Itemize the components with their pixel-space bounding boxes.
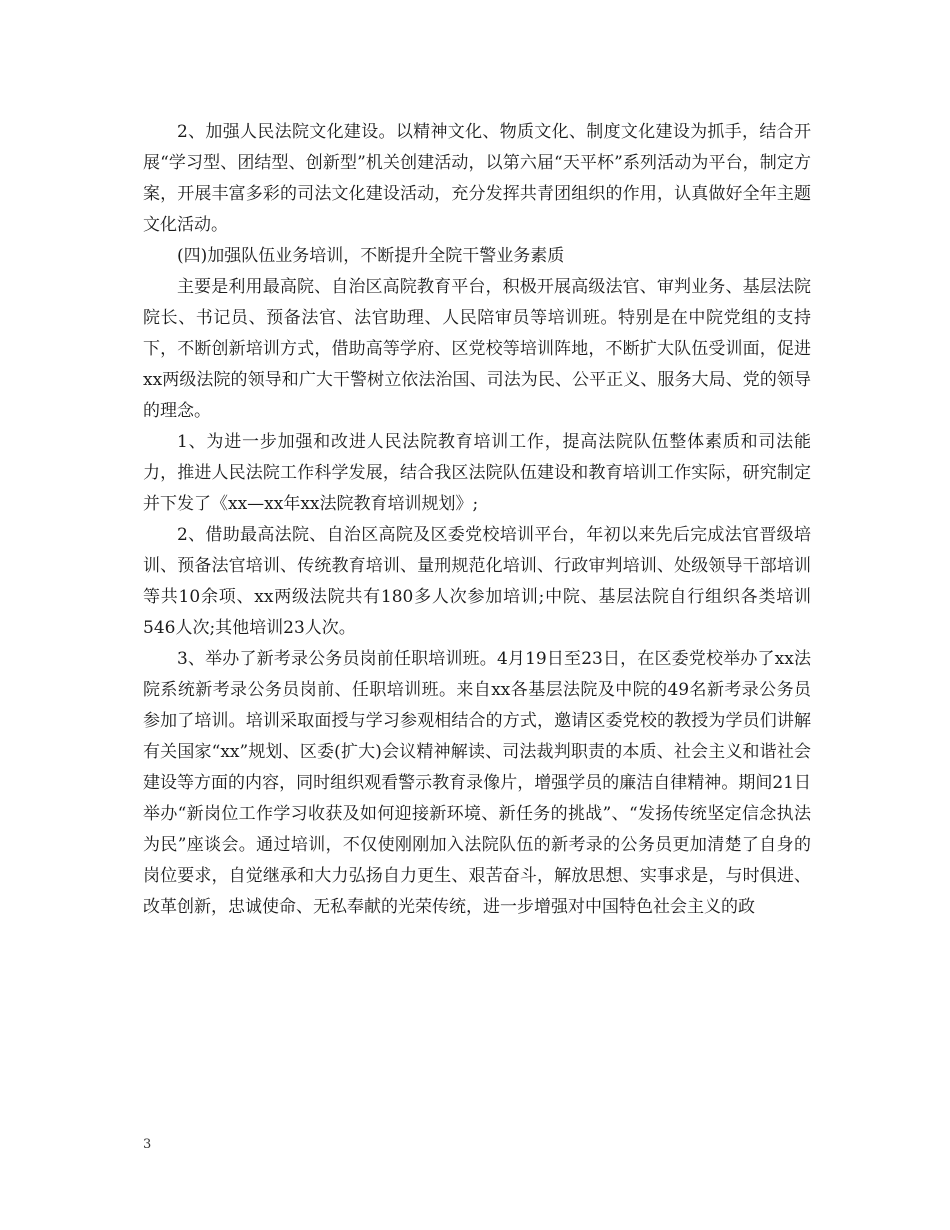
section-heading-training: (四)加强队伍业务培训，不断提升全院干警业务素质 — [177, 246, 565, 266]
page-number: 3 — [143, 1137, 152, 1152]
paragraph-culture-building: 2、加强人民法院文化建设。以精神文化、物质文化、制度文化建设为抓手，结合开展“学习型、团结型、创新型”机关创建活动，以第六届“天平杯”系列活动为平台，制定方案，开展丰富多彩的司法文化建设活动，充分发挥共青团组织的作用，认真做好全年主题文化活动。 — [143, 122, 811, 235]
paragraph-training-plan: 1、为进一步加强和改进人民法院教育培训工作，提高法院队伍整体素质和司法能力，推进人民法院工作科学发展，结合我区法院队伍建设和教育培训工作实际，研究制定并下发了《xx—xx年xx法院教育培训规划》; — [143, 432, 811, 514]
paragraph-training-overview: 主要是利用最高院、自治区高院教育平台，积极开展高级法官、审判业务、基层法院院长、书记员、预备法官、法官助理、人民陪审员等培训班。特别是在中院党组的支持下，不断创新培训方式，借助高等学府、区党校等培训阵地，不断扩大队伍受训面，促进xx两级法院的领导和广大干警树立依法治国、司法为民、公平正义、服务大局、党的领导的理念。 — [143, 277, 811, 421]
paragraph-training-platforms: 2、借助最高法院、自治区高院及区委党校培训平台，年初以来先后完成法官晋级培训、预备法官培训、传统教育培训、量刑规范化培训、行政审判培训、处级领导干部培训等共10余项、xx两级法院共有180多人次参加培训;中院、基层法院自行组织各类培训546人次;其他培训23人次。 — [143, 525, 811, 638]
document-body — [143, 117, 811, 923]
paragraph-new-recruits-training: 3、举办了新考录公务员岗前任职培训班。4月19日至23日，在区委党校举办了xx法院系统新考录公务员岗前、任职培训班。来自xx各基层法院及中院的49名新考录公务员参加了培训。培训采取面授与学习参观相结合的方式，邀请区委党校的教授为学员们讲解有关国家“xx”规划、区委(扩大)会议精神解读、司法裁判职责的本质、社会主义和谐社会建设等方面的内容，同时组织观看警示教育录像片，增强学员的廉洁自律精神。期间21日举办“新岗位工作学习收获及如何迎接新环境、新任务的挑战”、“发扬传统坚定信念执法为民”座谈会。通过培训，不仅使刚刚加入法院队伍的新考录的公务员更加清楚了自身的岗位要求，自觉继承和大力弘扬自力更生、艰苦奋斗，解放思想、实事求是，与时俱进、改革创新，忠诚使命、无私奉献的光荣传统，进一步增强对中国特色社会主义的政 — [143, 649, 811, 917]
